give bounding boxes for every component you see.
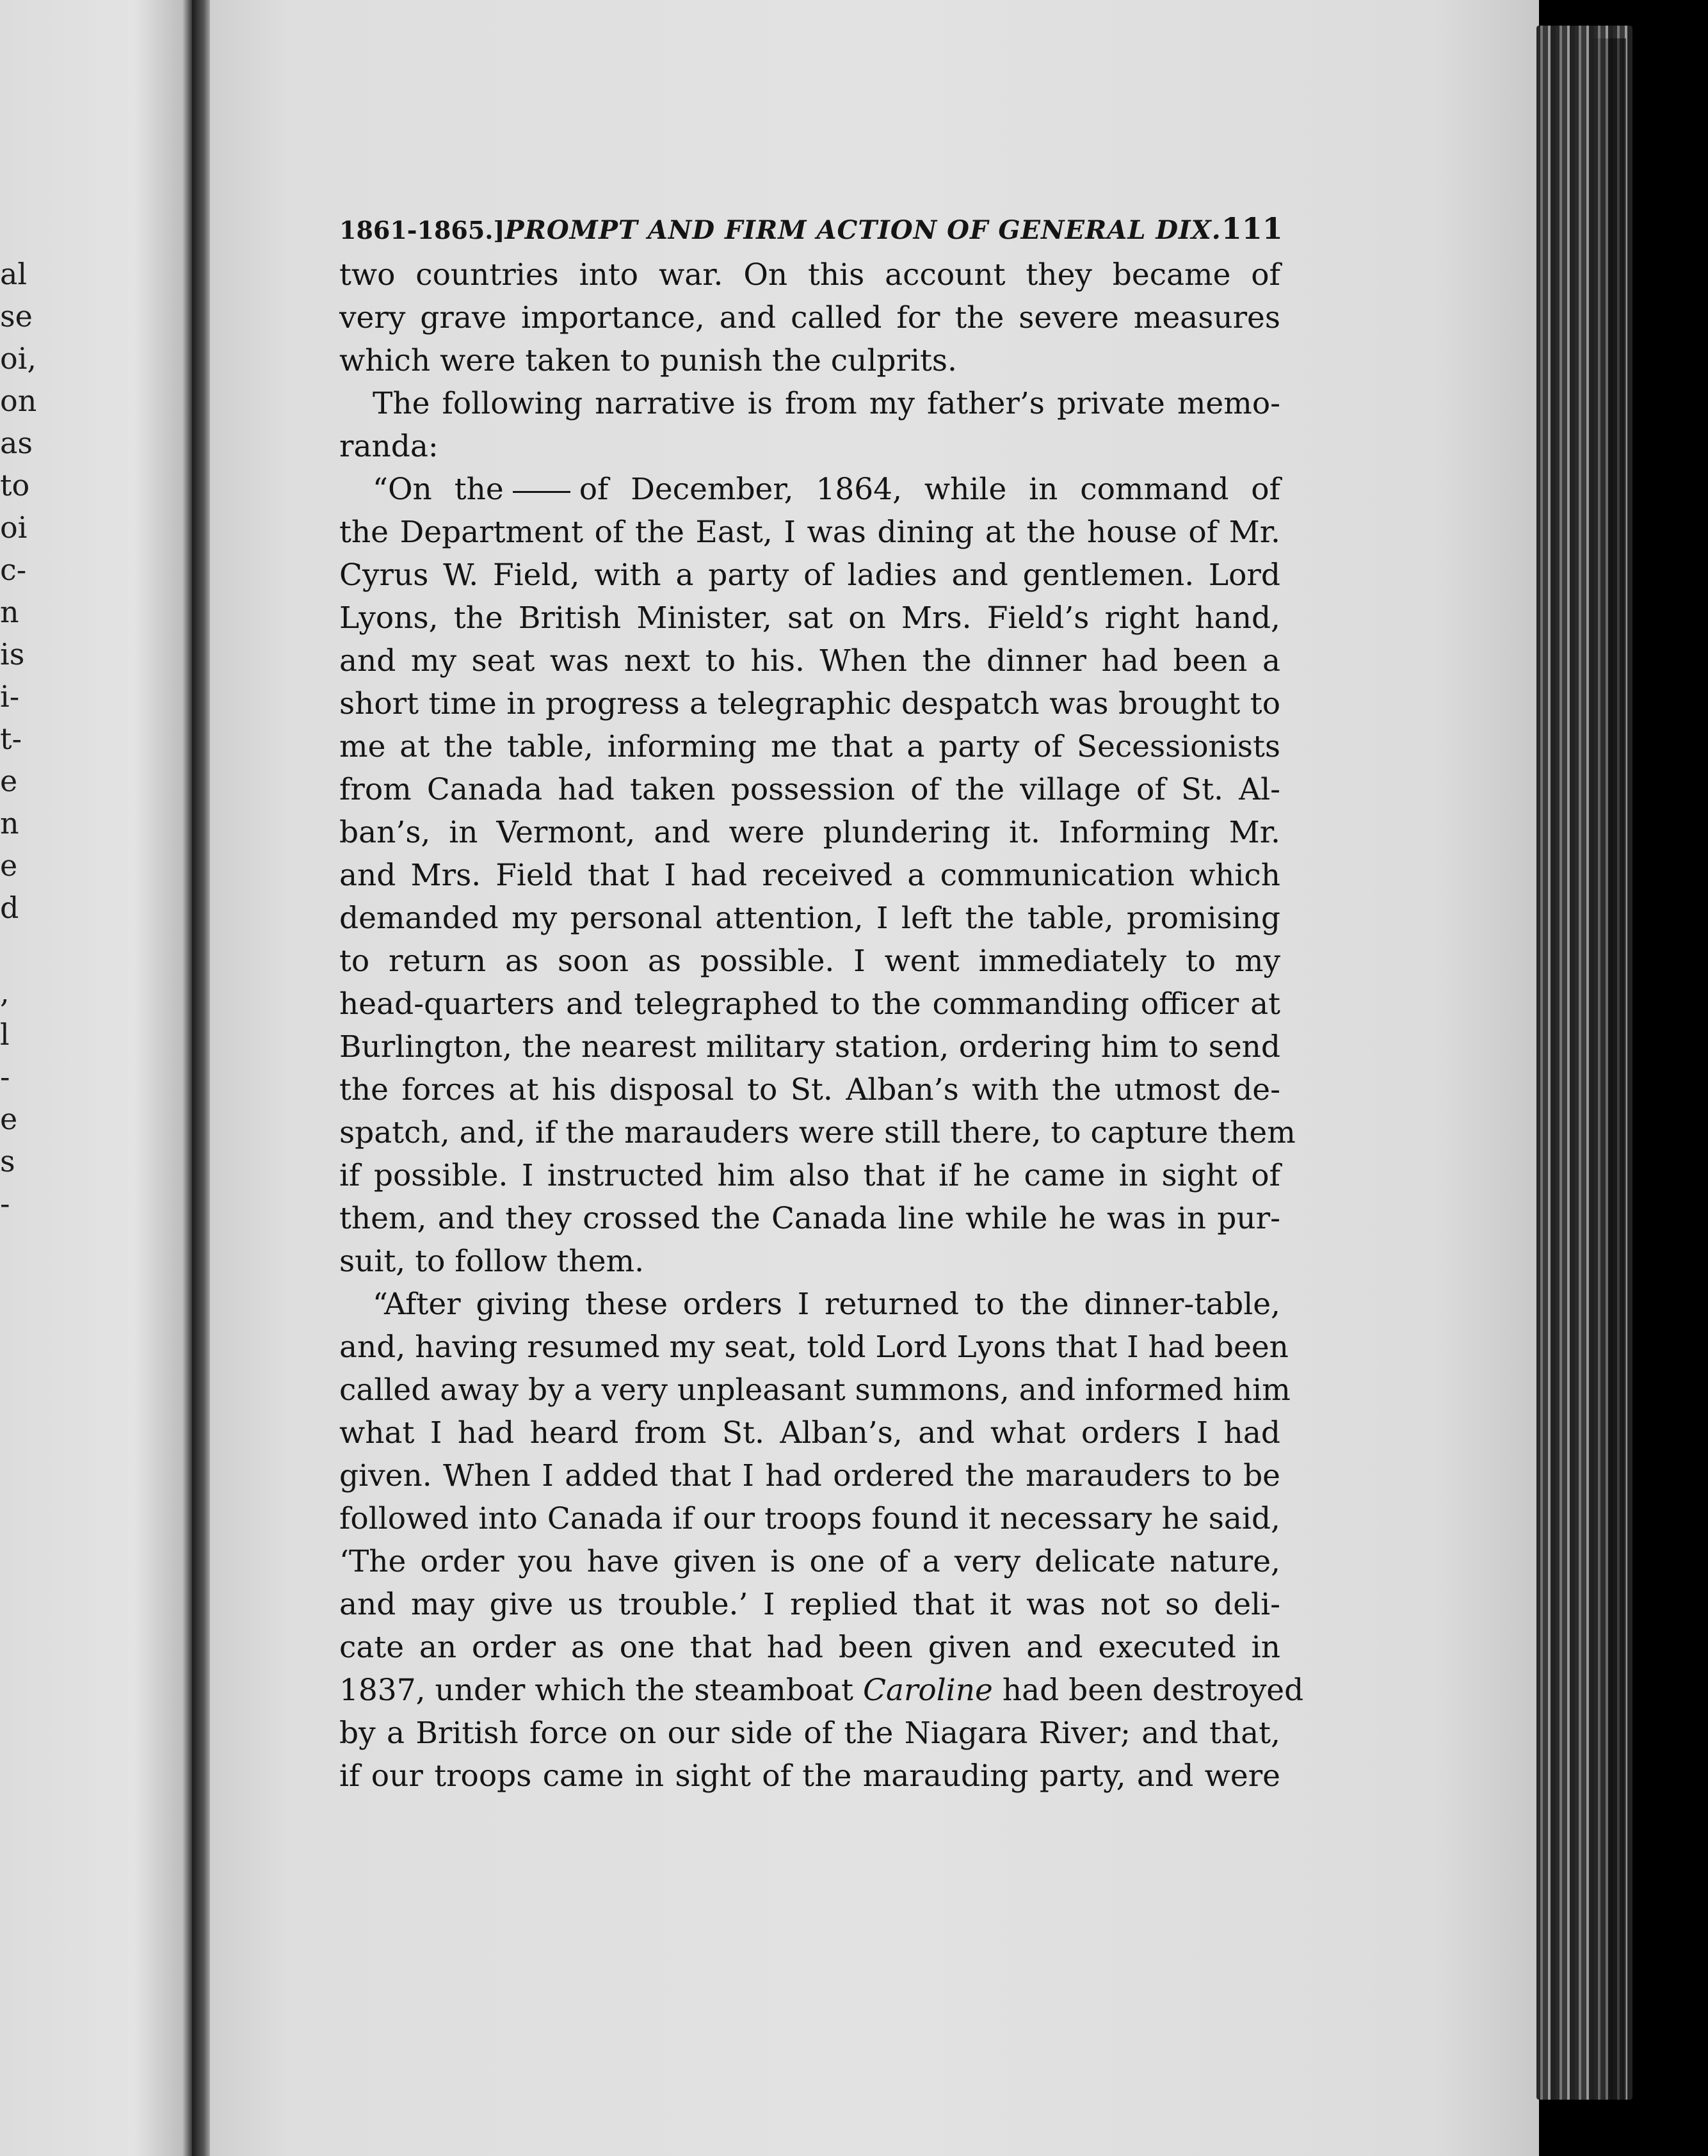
text-line (339, 1669, 1304, 1712)
previous-page-fragment: oi (0, 510, 28, 545)
previous-page-fragment: e (0, 764, 18, 798)
previous-page-fragment: se (0, 299, 33, 334)
previous-page-fragment: to (0, 468, 30, 503)
text-line: what I had heard from St. Alban’s, and what orders I had (339, 1415, 1280, 1451)
text-line: spatch, and, if the marauders were still there, to capture them (339, 1115, 1296, 1150)
text-line: followed into Canada if our troops found it necessary he said, (339, 1501, 1280, 1536)
text-line: which were taken to punish the culprits. (339, 343, 957, 378)
text-line: Cyrus W. Field, with a party of ladies and gentlemen. Lord (339, 558, 1280, 593)
text-line: and may give us trouble.’ I replied that it was not so deli- (339, 1587, 1280, 1622)
text-line: if our troops came in sight of the marauding party, and were (339, 1758, 1280, 1794)
previous-page-fragment (0, 929, 38, 971)
text-line: the forces at his disposal to St. Alban’s with the utmost de- (339, 1072, 1280, 1107)
text-line: given. When I added that I had ordered the marauders to be (339, 1458, 1280, 1493)
text-line: two countries into war. On this account they became of (339, 257, 1280, 293)
previous-page-fragment: e (0, 1102, 18, 1136)
page-number: 111 (1221, 211, 1283, 246)
text-line: Burlington, the nearest military station, ordering him to send (339, 1029, 1280, 1065)
text-segment: 1837, under which the steamboat (339, 1673, 863, 1708)
text-line: very grave importance, and called for the severe measures (339, 300, 1280, 335)
previous-page-fragment: c- (0, 552, 27, 587)
previous-page-fragment: on (0, 383, 37, 418)
text-line: me at the table, informing me that a party of Secessionists (339, 729, 1280, 764)
text-line (339, 468, 1280, 511)
text-line: “After giving these orders I returned to the dinner-table, (373, 1287, 1280, 1322)
text-line: and, having resumed my seat, told Lord Lyons that I had been (339, 1330, 1289, 1365)
text-line: and my seat was next to his. When the dinner had been a (339, 643, 1280, 679)
previous-page-fragment: l (0, 1017, 10, 1052)
body-text (339, 253, 1304, 1798)
text-line: demanded my personal attention, I left the table, promising (339, 901, 1280, 936)
previous-page-fragment: is (0, 637, 25, 672)
book-gutter (192, 0, 211, 2156)
previous-page-fragment: n (0, 595, 19, 629)
text-line: cate an order as one that had been given and executed in (339, 1630, 1280, 1665)
page-edges-shadow (1588, 38, 1626, 2100)
text-line: head-quarters and telegraphed to the commanding officer at (339, 986, 1280, 1022)
previous-page-fragment: as (0, 426, 33, 460)
date-blank-dash (513, 491, 570, 493)
previous-page-text-fragments (0, 253, 38, 1225)
running-head (339, 204, 1283, 253)
text-line: randa: (339, 429, 439, 464)
text-line: ban’s, in Vermont, and were plundering it. Informing Mr. (339, 815, 1280, 850)
text-line: from Canada had taken possession of the village of St. Al- (339, 772, 1280, 807)
running-head-title: PROMPT AND FIRM ACTION OF GENERAL DIX. (504, 215, 1221, 245)
text-segment: “On the (373, 472, 504, 507)
text-line: them, and they crossed the Canada line while he was in pur- (339, 1201, 1280, 1236)
text-line: by a British force on our side of the Niagara River; and that, (339, 1716, 1280, 1751)
text-line: Lyons, the British Minister, sat on Mrs. Field’s right hand, (339, 600, 1280, 636)
previous-page-fragment: oi, (0, 341, 37, 376)
text-line: called away by a very unpleasant summons, and informed him (339, 1372, 1291, 1408)
previous-page-fragment: i- (0, 679, 20, 714)
text-line: The following narrative is from my father’s private memo- (373, 386, 1280, 421)
previous-page-fragment: , (0, 975, 10, 1010)
text-line: short time in progress a telegraphic despatch was brought to (339, 686, 1280, 721)
previous-page-fragment: e (0, 848, 18, 883)
previous-page-fragment: t- (0, 721, 22, 756)
previous-page-fragment: al (0, 257, 28, 291)
previous-page-edge (0, 0, 192, 2156)
text-line: the Department of the East, I was dining at the house of Mr. (339, 515, 1280, 550)
text-line: ‘The order you have given is one of a very delicate nature, (339, 1544, 1280, 1579)
text-line: if possible. I instructed him also that if he came in sight of (339, 1158, 1280, 1193)
italic-ship-name: Caroline (862, 1673, 993, 1708)
previous-page-fragment: - (0, 1059, 10, 1094)
text-line: suit, to follow them. (339, 1244, 645, 1279)
previous-page-fragment: s (0, 1144, 15, 1179)
text-line: and Mrs. Field that I had received a communication which (339, 858, 1280, 893)
text-line: to return as soon as possible. I went immediately to my (339, 944, 1280, 979)
running-head-years: 1861-1865.] (339, 216, 505, 245)
page-text-block (339, 204, 1304, 1798)
text-segment: of December, 1864, while in command of (579, 472, 1281, 507)
previous-page-fragment: - (0, 1186, 10, 1221)
previous-page-fragment: d (0, 890, 19, 925)
text-segment: had been destroyed (992, 1673, 1304, 1708)
previous-page-fragment: n (0, 806, 19, 841)
